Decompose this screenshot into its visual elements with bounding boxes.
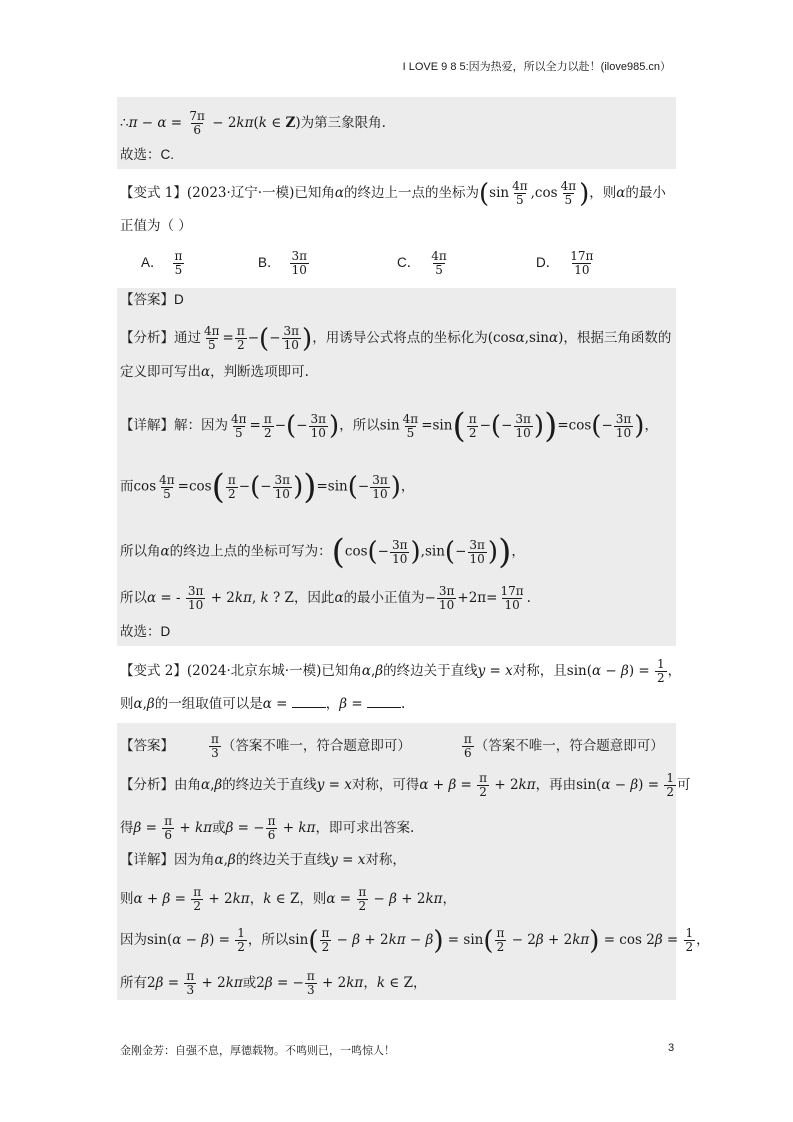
v2-detail-line4: 所有2β = $\frac{\pi}{3}$ + 2kπ或2β = − $\frac{\pi}{3}$ + 2kπ，k ∈ Z， — [120, 969, 427, 997]
option-c[interactable]: C． $\frac{4\pi}{5}$ — [397, 249, 447, 277]
page-header: I LOVE 9 8 5:因为热爱，所以全力以赴！(ilove985.cn） — [402, 61, 671, 73]
option-b[interactable]: B． $\frac{3\pi}{10}$ — [258, 249, 308, 277]
v2-stem-line2: 则α,β的一组取值可以是α = ，β = . — [120, 696, 406, 712]
v1-detail-line4: 所以α = - $\frac{3\pi}{10}$ + 2kπ, k ? Z，因此α的最小正值为− $\frac{3\pi}{10}$ +2π= $\frac{17\pi}{10}$ . — [120, 584, 531, 612]
v2-detail-line3: 因为sin(α − β) = $\frac{1}{2}$ ，所以sin( $\frac{\pi}{2}$ − β + 2kπ − β) = sin( $\frac{\pi}{2}$ − 2β + 2kπ) = cos 2β = $\frac{1}{2}$ ， — [120, 925, 710, 956]
v1-stem-line1: 【变式 1】(2023·辽宁·一模)已知角α的终边上一点的坐标为(sin $\frac{4\pi}{5}$ ,cos $\frac{4\pi}{5}$ )，则α的最小 — [120, 178, 666, 209]
v2-detail-line1: 【详解】因为角α,β的终边关于直线y = x对称， — [120, 852, 406, 868]
v2-stem-line1: 【变式 2】(2024·北京东城·一模)已知角α,β的终边关于直线y = x对称，且sin(α − β) = $\frac{1}{2}$ ， — [120, 657, 682, 685]
page-number: 3 — [668, 1042, 675, 1054]
option-a[interactable]: A． $\frac{\pi}{5}$ — [141, 249, 183, 277]
v2-analysis-line1: 【分析】由角α,β的终边关于直线y = x对称，可得α + β = $\frac{\pi}{2}$ + 2kπ，再由sin(α − β) = $\frac{1}{2}$ 可 — [120, 771, 691, 799]
v1-analysis-line1: 【分析】通过 $\frac{4\pi}{5}$ = $\frac{\pi}{2}$ −(− $\frac{3\pi}{10}$ )，用诱导公式将点的坐标化为(cosα,sinα)，根据三角函数的 — [120, 323, 672, 354]
footer-motto: 金刚金芳：自强不息，厚德载物。不鸣则已，一鸣惊人！ — [120, 1044, 395, 1057]
v1-choose-line: 故选：D — [120, 624, 171, 640]
therefore-line: ∴π − α = $\frac{7\pi}{6}$ − 2kπ(k ∈ Z)为第三象限角. — [120, 109, 386, 137]
v2-answer-line: 【答案】 $\frac{\pi}{3}$ （答案不唯一，符合题意即可） $\frac{\pi}{6}$ （答案不唯一，符合题意即可） — [120, 732, 664, 760]
v2-analysis-line2: 得β = $\frac{\pi}{6}$ + kπ或β = − $\frac{\pi}{6}$ + kπ，即可求出答案. — [120, 814, 415, 842]
v1-detail-line1: 【详解】解：因为 $\frac{4\pi}{5}$ = $\frac{\pi}{2}$ −(− $\frac{3\pi}{10}$ )，所以sin $\frac{4\pi}{5}$ =sin( $\frac{\pi}{2}$ −(− $\frac{3\pi}{10}$ ))=cos(− $\frac{3\pi}{10}$ )， — [120, 406, 658, 446]
v1-analysis-line2: 定义即可写出α，判断选项即可. — [120, 364, 309, 380]
v1-detail-line3: 所以角α的终边上点的坐标可写为：(cos(− $\frac{3\pi}{10}$ ),sin(− $\frac{3\pi}{10}$ ))， — [120, 532, 525, 572]
v1-stem-line2: 正值为（ ） — [120, 218, 192, 234]
choose-c-line: 故选：C. — [120, 147, 174, 163]
v1-answer-line: 【答案】D — [120, 292, 184, 308]
v1-detail-line2: 而cos $\frac{4\pi}{5}$ =cos( $\frac{\pi}{2}$ −(− $\frac{3\pi}{10}$ ))=sin(− $\frac{3\pi}{10}$ )， — [120, 467, 415, 507]
option-d[interactable]: D． $\frac{17\pi}{10}$ — [536, 249, 594, 277]
v2-detail-line2: 则α + β = $\frac{\pi}{2}$ + 2kπ，k ∈ Z，则α = $\frac{\pi}{2}$ − β + 2kπ， — [120, 885, 457, 913]
